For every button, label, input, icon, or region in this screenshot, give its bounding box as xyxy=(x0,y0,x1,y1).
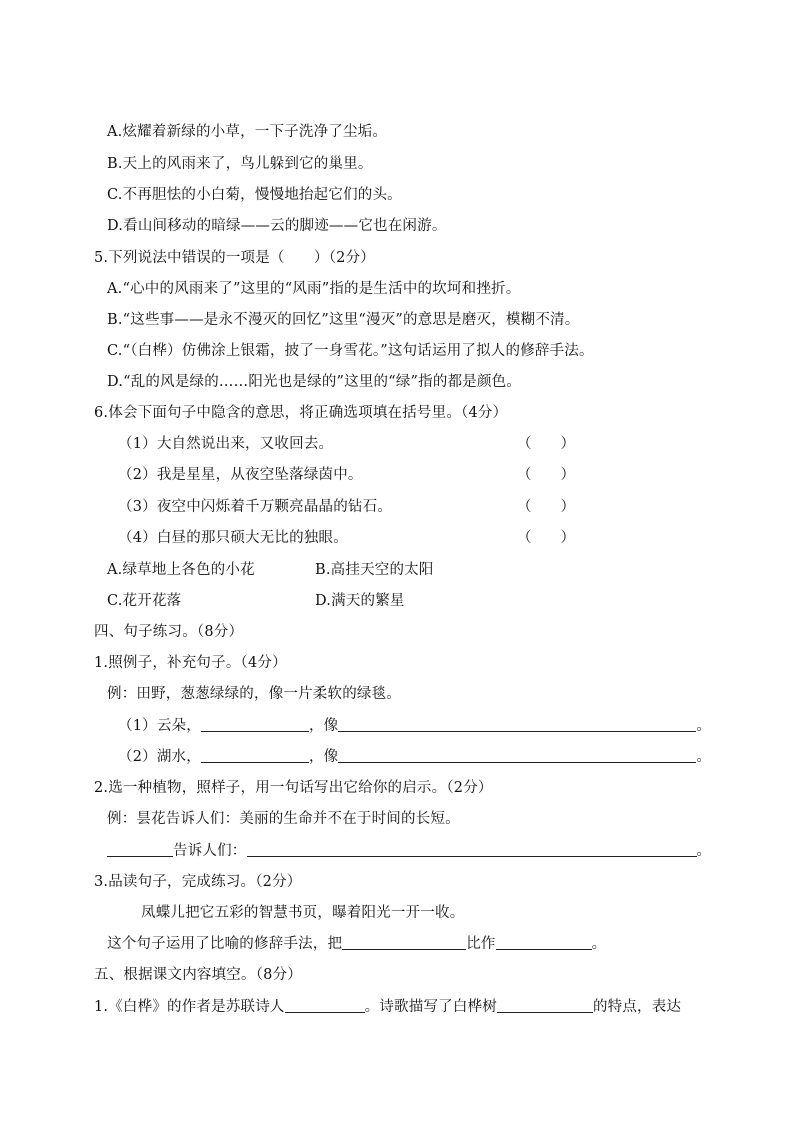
s4-q2-example: 例：昙花告诉人们：美丽的生命并不在于时间的长短。 xyxy=(107,811,460,827)
question-5: 5.下列说法中错误的一项是（ ）（2分） xyxy=(94,250,376,266)
q6-item-4: （4）白昼的那只硕大无比的独眼。 xyxy=(118,530,348,546)
option-5b: B.“这些事——是永不漫灭的回忆”这里“漫灭”的意思是磨灭，模糊不清。 xyxy=(107,312,580,328)
answer-paren[interactable]: （ ） xyxy=(517,467,575,483)
q6-item-3: （3）夜空中闪烁着千万颗亮晶晶的钻石。 xyxy=(118,499,393,515)
answer-paren[interactable]: （ ） xyxy=(517,530,575,546)
line-period: 。 xyxy=(591,936,607,952)
item-label: （2）湖水， xyxy=(118,749,201,765)
fill-blank[interactable] xyxy=(342,935,466,950)
fill-blank[interactable] xyxy=(497,998,593,1013)
fill-blank[interactable] xyxy=(338,717,696,732)
fill-blank[interactable] xyxy=(338,748,696,763)
s4-q2-answer xyxy=(107,842,711,860)
q6-option-c: C.花开花落 xyxy=(107,593,182,609)
s4-q1-example: 例：田野，葱葱绿绿的，像一片柔软的绿毯。 xyxy=(107,686,401,702)
question-6: 6.体会下面句子中隐含的意思，将正确选项填在括号里。（4分） xyxy=(94,405,508,421)
item-label: （1）云朵， xyxy=(118,718,201,734)
s4-q3-fill xyxy=(107,935,606,953)
fill-blank[interactable] xyxy=(201,748,309,763)
item-connector: ，像 xyxy=(308,749,339,765)
item-connector: ，像 xyxy=(308,718,339,734)
q6-item-2: （2）我是星星，从夜空坠落绿茵中。 xyxy=(118,467,363,483)
option-5a: A.“心中的风雨来了”这里的“风雨”指的是生活中的坎坷和挫折。 xyxy=(107,281,521,297)
fill-text: 比作 xyxy=(466,936,496,952)
s4-question-2: 2.选一种植物，照样子，用一句话写出它给你的启示。（2分） xyxy=(94,780,493,796)
fill-text: 。诗歌描写了白桦树 xyxy=(364,999,497,1015)
fill-blank[interactable] xyxy=(496,935,592,950)
s4-question-3: 3.品读句子，完成练习。（2分） xyxy=(94,874,302,890)
line-period: 。 xyxy=(696,843,712,859)
item-period: 。 xyxy=(696,718,712,734)
answer-paren[interactable]: （ ） xyxy=(517,436,575,452)
option-4d: D.看山间移动的暗绿——云的脚迹——它也在闲游。 xyxy=(107,218,447,234)
fill-blank[interactable] xyxy=(201,717,309,732)
s4-q1-item-1 xyxy=(118,717,711,735)
fill-text: 1.《白桦》的作者是苏联诗人 xyxy=(94,999,285,1015)
option-5d: D.“乱的风是绿的……阳光也是绿的”这里的“绿”指的都是颜色。 xyxy=(107,374,522,390)
option-4a: A.炫耀着新绿的小草，一下子洗净了尘垢。 xyxy=(107,124,388,140)
q6-item-1: （1）大自然说出来，又收回去。 xyxy=(118,436,334,452)
fill-blank[interactable] xyxy=(247,842,697,857)
s4-q3-sentence: 凤蝶儿把它五彩的智慧书页，曝着阳光一开一收。 xyxy=(141,905,465,921)
q6-option-d: D.满天的繁星 xyxy=(315,593,405,609)
item-period: 。 xyxy=(696,749,712,765)
section-5-title: 五、根据课文内容填空。（8分） xyxy=(94,967,302,983)
section-4-title: 四、句子练习。（8分） xyxy=(94,624,244,640)
q6-option-a: A.绿草地上各色的小花 xyxy=(107,562,255,578)
fill-blank[interactable] xyxy=(285,998,365,1013)
fill-text: 这个句子运用了比喻的修辞手法，把 xyxy=(107,936,343,952)
fill-text: 的特点，表达 xyxy=(592,999,682,1015)
fill-blank[interactable] xyxy=(107,842,173,857)
option-4c: C.不再胆怯的小白菊，慢慢地抬起它们的头。 xyxy=(107,187,402,203)
tell-label: 告诉人们： xyxy=(173,843,247,859)
option-4b: B.天上的风雨来了，鸟儿躲到它的巢里。 xyxy=(107,156,373,172)
s5-question-1 xyxy=(94,998,681,1016)
option-5c: C.“（白桦）仿佛涂上银霜，披了一身雪花。”这句话运用了拟人的修辞手法。 xyxy=(107,343,594,359)
s4-question-1: 1.照例子，补充句子。（4分） xyxy=(94,655,287,671)
q6-option-b: B.高挂天空的太阳 xyxy=(315,562,434,578)
s4-q1-item-2 xyxy=(118,748,711,766)
answer-paren[interactable]: （ ） xyxy=(517,499,575,515)
